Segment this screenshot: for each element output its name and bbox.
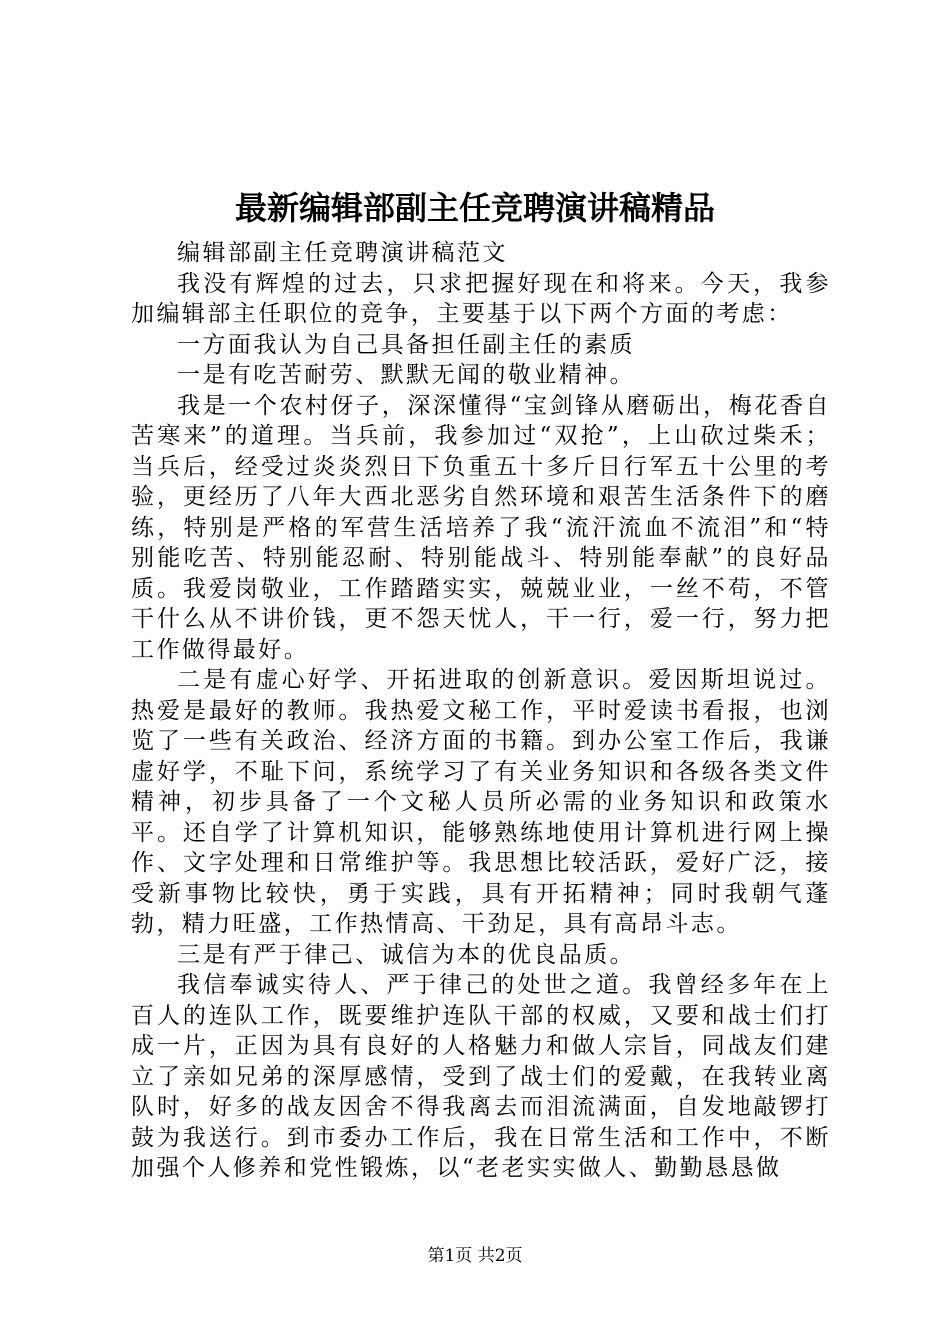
document-body bbox=[131, 238, 831, 1184]
document-title: 最新编辑部副主任竞聘演讲稿精品 bbox=[234, 189, 715, 227]
paragraph-aspect-heading: 一方面我认为自己具备担任副主任的素质 bbox=[177, 331, 636, 358]
paragraph-subtitle: 编辑部副主任竞聘演讲稿范文 bbox=[177, 240, 508, 266]
paragraph-point-two: 二是有虚心好学、开拓进取的创新意识。爱因斯坦说过。热爱是最好的教师。我热爱文秘工作，平时爱读书看报，也浏览了一些有关政治、经济方面的书籍。到办公室工作后，我谦虚好学，不耻下问，系统学习了有关业务知识和各级各类文件精神，初步具备了一个文秘人员所必需的业务知识和政策水平。还自学了计算机知识，能够熟练地使用计算机进行网上操作、文字处理和日常维护等。我思想比较活跃，爱好广泛，接受新事物比较快，勇于实践，具有开拓精神；同时我朝气蓬勃，精力旺盛，工作热情高、干劲足，具有高昂斗志。 bbox=[131, 667, 831, 937]
paragraph-point-one: 一是有吃苦耐劳、默默无闻的敬业精神。 bbox=[177, 362, 636, 388]
paragraph-intro: 我没有辉煌的过去，只求把握好现在和将来。今天，我参加编辑部主任职位的竞争，主要基于以下两个方面的考虑： bbox=[131, 270, 831, 327]
page-footer: 第1页 共2页 bbox=[427, 1246, 523, 1266]
paragraph-point-three-detail: 我信奉诚实待人、严于律己的处世之道。我曾经多年在上百人的连队工作，既要维护连队干部的权威，又要和战士们打成一片，正因为具有良好的人格魅力和做人宗旨，同战友们建立了亲如兄弟的深厚感情，受到了战士们的爱戴，在我转业离队时，好多的战友因舍不得我离去而泪流满面，自发地敲锣打鼓为我送行。到市委办工作后，我在日常生活和工作中，不断加强个人修养和党性锻炼，以“老老实实做人、勤勤恳恳做 bbox=[131, 972, 831, 1181]
paragraph-point-one-detail: 我是一个农村伢子，深深懂得“宝剑锋从磨砺出，梅花香自苦寒来”的道理。当兵前，我参加过“双抢”，上山砍过柴禾；当兵后，经受过炎炎烈日下负重五十多斤日行军五十公里的考验，更经历了八年大西北恶劣自然环境和艰苦生活条件下的磨练，特别是严格的军营生活培养了我“流汗流血不流泪”和“特别能吃苦、特别能忍耐、特别能战斗、特别能奉献”的良好品质。我爱岗敬业，工作踏踏实实，兢兢业业，一丝不苟，不管干什么从不讲价钱，更不怨天忧人，干一行，爱一行，努力把工作做得最好。 bbox=[131, 392, 831, 663]
paragraph-point-three: 三是有严于律己、诚信为本的优良品质。 bbox=[177, 941, 636, 968]
